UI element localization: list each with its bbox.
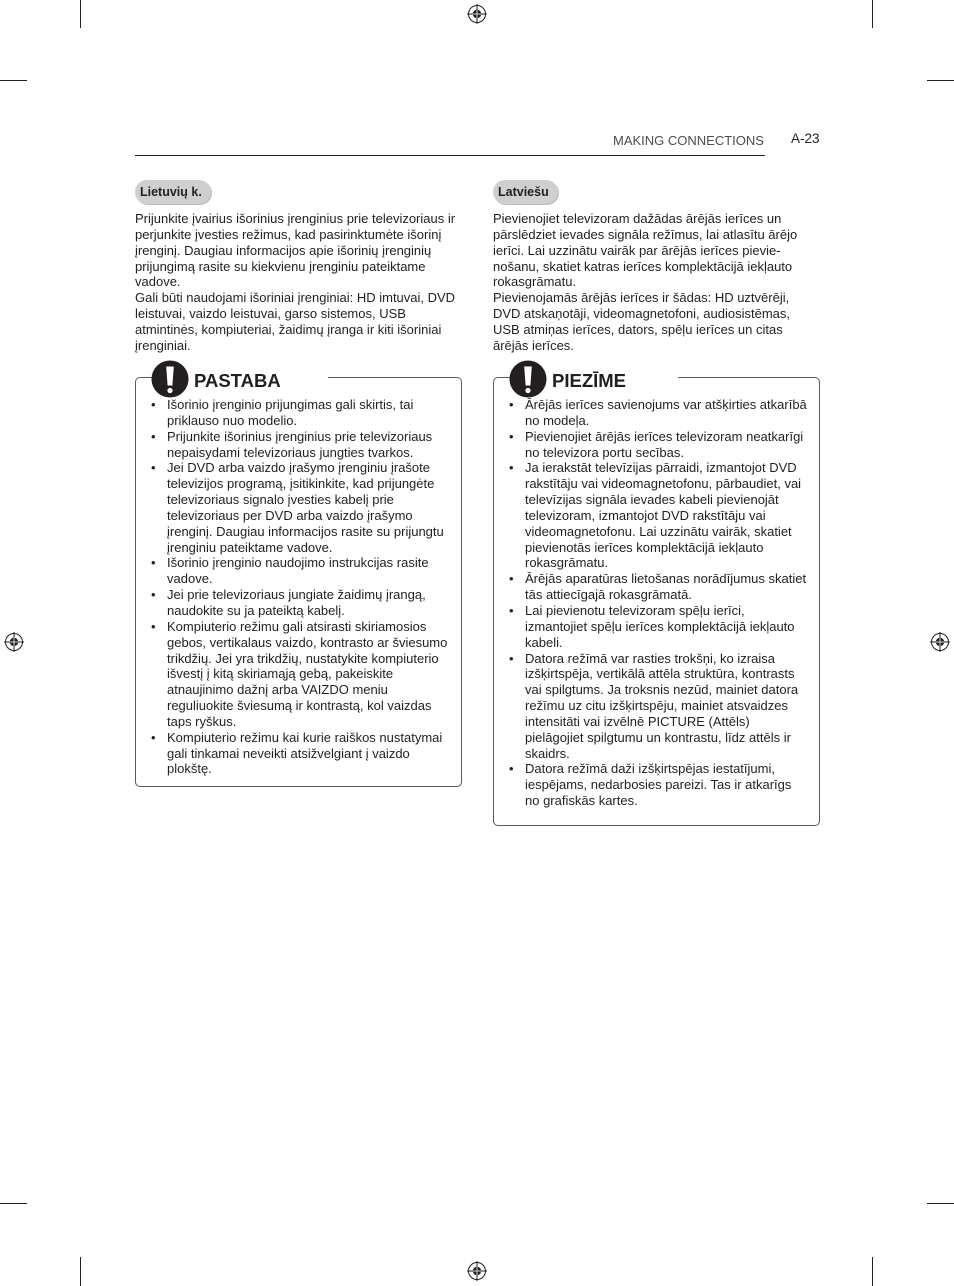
note-item: • Išorinio įrenginio prijungimas gali skirtis, tai priklauso nuo modelio. [136, 397, 448, 429]
note-item: • Jei DVD arba vaizdo įrašymo įrenginiu įrašote televizijos programą, įsitikinkite, kad prijungėte televizoriaus signalo įvesties kabelį prie televizoriaus per DVD arba vaizdo įrašymo įrenginį. Daugiau informacijos rasite su prijungtu įrenginiu pateiktame vadove. [136, 460, 448, 555]
note-item: • Pievienojiet ārējās ierīces televizoram neatkarīgi no televizora portu secības. [494, 429, 808, 461]
exclamation-icon [151, 360, 189, 398]
intro-text-lithuanian [135, 211, 463, 354]
note-title-piezime: PIEZĪME [552, 370, 627, 391]
note-title-pastaba: PASTABA [194, 370, 281, 391]
note-item: • Ja ierakstāt televīzijas pārraidi, izmantojot DVD rakstītāju vai videomagnetofonu, pārbaudiet, vai televīzijas signāla ievades kabeli pievienojāt televizoram, izmantojot DVD rakstītāju vai videomagnetofonu. Lai uzzinātu vairāk, skatiet pievienotās ierīces komplektācijā iekļauto rokasgrāmatu. [494, 460, 808, 571]
crop-mark [927, 80, 954, 81]
crop-mark [80, 1257, 81, 1286]
note-item: • Datora režīmā daži izšķirtspējas iestatījumi, iespējams, nedarbosies pareizi. Tas ir atkarīgs no grafiskās kartes. [494, 761, 808, 809]
note-item: • Kompiuterio režimu kai kurie raiškos nustatymai gali tinkamai neveikti atsižvelgiant į vaizdo plokštę. [136, 730, 448, 778]
intro-paragraph: Prijunkite įvairius išorinius įrenginius prie televizoriaus ir perjunkite įvesties režimus, kad pasirinktumėte išorinį įrenginį. Daugiau informacijos apie išorinių įrenginių prijungimą rasite su kiekvienu įrenginiu pateiktame vadove. [135, 211, 456, 290]
registration-mark-icon [4, 632, 24, 652]
note-item: • Lai pievienotu televizoram spēļu ierīci, izmantojiet spēļu ierīces komplektācijā iekļauto kabeli. [494, 603, 808, 651]
crop-mark [0, 1203, 27, 1204]
crop-mark [0, 80, 27, 81]
language-badge-latvian: Latviešu [493, 180, 558, 204]
note-item: • Ārējās ierīces savienojums var atšķirties atkarībā no modeļa. [494, 397, 808, 429]
registration-mark-icon [467, 4, 487, 24]
section-title: MAKING CONNECTIONS [613, 133, 764, 148]
note-item: • Datora režīmā var rasties trokšņi, ko izraisa izšķirtspēja, vertikālā attēla struktūra, kontrasts vai spilgtums. Ja troksnis nezūd, mainiet datora režīmu uz citu izšķirtspēju, mainiet atsvaidzes intensitāti vai izvēlnē PICTURE (Attēls) pielāgojiet spilgtumu un kontrastu, līdz attēls ir skaidrs. [494, 651, 808, 762]
note-item: • Prijunkite išorinius įrenginius prie televizoriaus nepaisydami televizoriaus jungties tvarkos. [136, 429, 448, 461]
language-badge-lithuanian: Lietuvių k. [135, 180, 211, 204]
intro-paragraph: Pievienojamās ārējās ierīces ir šādas: HD uztvērēji, DVD atskaņotāji, videomagnetofoni, audiosistēmas, USB atmiņas ierīces, dators, spēļu ierīces un citas ārējās ierīces. [493, 290, 790, 353]
intro-text-latvian [493, 211, 813, 354]
exclamation-icon [509, 360, 547, 398]
page-number: A-23 [791, 131, 820, 146]
crop-mark [872, 0, 873, 28]
intro-paragraph: Gali būti naudojami išoriniai įrenginiai: HD imtuvai, DVD leistuvai, vaizdo leistuvai, garso sistemos, USB atmintinės, kompiuteriai, žaidimų įranga ir kiti išoriniai įrenginiai. [135, 290, 456, 353]
note-item: • Išorinio įrenginio naudojimo instrukcijas rasite vadove. [136, 555, 448, 587]
crop-mark [80, 0, 81, 28]
crop-mark [872, 1257, 873, 1286]
note-item: • Ārējās aparatūras lietošanas norādījumus skatiet tās attiecīgajā rokasgrāmatā. [494, 571, 808, 603]
note-item: • Jei prie televizoriaus jungiate žaidimų įrangą, naudokite su ja pateiktą kabelį. [136, 587, 448, 619]
crop-mark [927, 1203, 954, 1204]
note-item: • Kompiuterio režimu gali atsirasti skiriamosios gebos, vertikalaus vaizdo, kontrasto ar šviesumo trikdžių. Jei yra trikdžių, nustatykite kompiuterio išvestį į kitą skiriamąją gebą, pakeiskite atnaujinimo dažnį arba VAIZDO meniu reguliuokite šviesumą ir kontrastą, kol vaizdas taps ryškus. [136, 619, 448, 730]
note-list-latvian [494, 397, 808, 809]
note-list-lithuanian [136, 397, 448, 777]
intro-paragraph: Pievienojiet televizoram dažādas ārējās ierīces un pārslēdziet ievades signāla režīmus, lai atlasītu ārējo ierīci. Lai uzzinātu vairāk par ārējās ierīces pievienošanu, skatiet katras ierīces komplektācijā iekļauto rokasgrāmatu. [493, 211, 798, 290]
registration-mark-icon [930, 632, 950, 652]
registration-mark-icon [467, 1261, 487, 1281]
header-divider [135, 155, 765, 156]
